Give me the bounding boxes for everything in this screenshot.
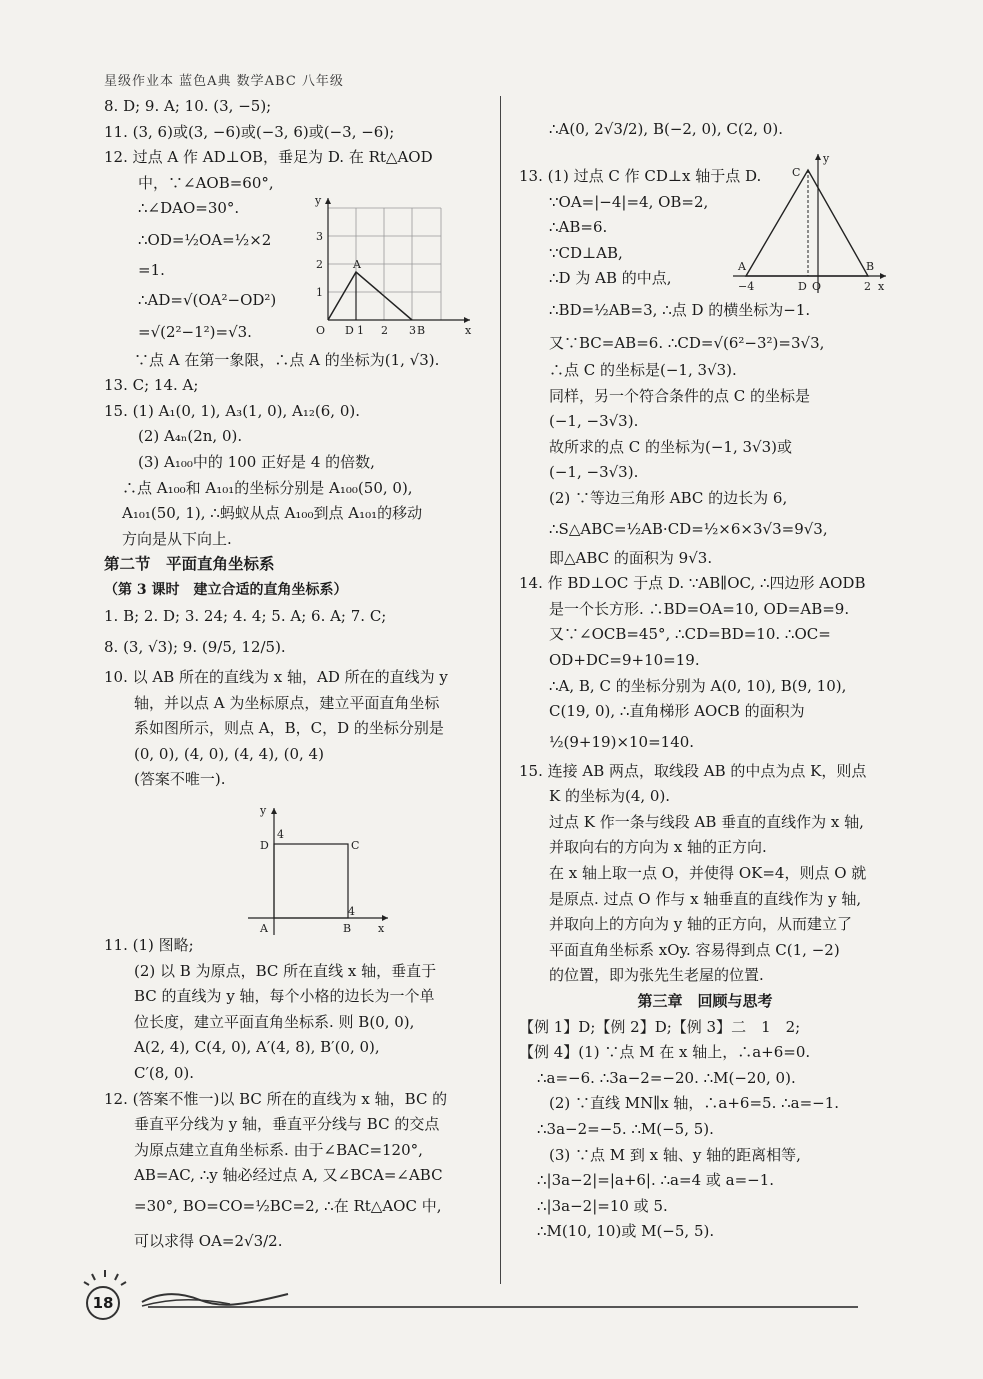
answer-line: 是一个长方形. ∴BD=OA=10, OD=AB=9. xyxy=(549,599,850,618)
answer-line: 14. 作 BD⊥OC 于点 D. ∵AB∥OC, ∴四边形 AODB xyxy=(519,574,866,593)
point-label: B xyxy=(417,324,426,337)
point-label: C xyxy=(351,839,360,852)
answer-line: 1. B; 2. D; 3. 24; 4. 4; 5. A; 6. A; 7. C; xyxy=(104,606,387,625)
axis-label: y xyxy=(315,194,322,207)
answer-line: 平面直角坐标系 xOy. 容易得到点 C(1, −2) xyxy=(549,940,840,959)
answer-line: 【例 4】(1) ∵点 M 在 x 轴上，∴a+6=0. xyxy=(519,1043,811,1062)
tick-label: 1 xyxy=(357,324,364,337)
answer-line: 过点 K 作一条与线段 AB 垂直的直线作为 x 轴, xyxy=(549,812,864,831)
tick-label: 4 xyxy=(277,828,284,841)
answer-line: ∴OD=½OA=½×2 xyxy=(138,230,272,249)
answer-line: 12. (答案不惟一)以 BC 所在的直线为 x 轴，BC 的 xyxy=(104,1089,448,1108)
answer-line: ∴A(0, 2√3/2), B(−2, 0), C(2, 0). xyxy=(549,120,783,138)
answer-line: ∴∠DAO=30°. xyxy=(138,199,240,218)
answer-line: C(19, 0), ∴直角梯形 AOCB 的面积为 xyxy=(549,702,805,721)
answer-line: 方向是从下向上. xyxy=(122,529,232,548)
axis-label: x xyxy=(465,324,472,337)
point-label: B xyxy=(343,922,352,935)
answer-line: 是原点. 过点 O 作与 x 轴垂直的直线作为 y 轴, xyxy=(549,889,862,908)
answer-line: ∴AD=√(OA²−OD²) xyxy=(138,290,277,309)
answer-line: AB=AC, ∴y 轴必经过点 A, 又∠BCA=∠ABC xyxy=(134,1166,443,1185)
section-title: 第二节 平面直角坐标系 xyxy=(104,555,275,574)
answer-line: 的位置，即为张先生老屋的位置. xyxy=(549,966,764,985)
answer-line: 故所求的点 C 的坐标为(−1, 3√3)或 xyxy=(549,437,793,456)
answer-line: 同样，另一个符合条件的点 C 的坐标是 xyxy=(549,386,811,405)
answer-line: (2) A₄ₙ(2n, 0). xyxy=(138,427,243,446)
wave-decoration xyxy=(140,1290,290,1308)
answer-line: ∵点 A 在第一象限，∴点 A 的坐标为(1, √3). xyxy=(134,350,440,369)
figure-grid-triangle xyxy=(305,190,485,340)
answer-line: ∴D 为 AB 的中点, xyxy=(549,269,672,288)
answer-line: 轴，并以点 A 为坐标原点，建立平面直角坐标 xyxy=(134,693,440,712)
answer-line: (−1, −3√3). xyxy=(549,412,639,431)
axis-label: y xyxy=(823,152,830,165)
answer-line: 并取向上的方向为 y 轴的正方向，从而建立了 xyxy=(549,915,853,934)
answer-line: =1. xyxy=(138,260,165,279)
answer-line: 位长度，建立平面直角坐标系. 则 B(0, 0), xyxy=(134,1012,415,1031)
answer-line: ∴3a−2=−5. ∴M(−5, 5). xyxy=(537,1120,714,1138)
answer-line: (答案不唯一). xyxy=(134,770,226,789)
axis-label: y xyxy=(260,804,267,817)
answer-line: 15. (1) A₁(0, 1), A₃(1, 0), A₁₂(6, 0). xyxy=(104,401,361,420)
answer-line: 又∵∠OCB=45°, ∴CD=BD=10. ∴OC= xyxy=(549,625,831,644)
figure-triangle-abc xyxy=(728,148,888,298)
answer-line: 中，∵∠AOB=60°, xyxy=(138,173,274,192)
answer-line: ∴a=−6. ∴3a−2=−20. ∴M(−20, 0). xyxy=(537,1068,796,1087)
point-label: C xyxy=(792,166,801,179)
answer-line: 13. C; 14. A; xyxy=(104,376,199,395)
answer-line: BC 的直线为 y 轴，每个小格的边长为一个单 xyxy=(134,987,435,1006)
answer-line: ∴点 A₁₀₀和 A₁₀₁的坐标分别是 A₁₀₀(50, 0), xyxy=(122,478,413,497)
tick-label: 2 xyxy=(381,324,388,337)
answer-line: ∴|3a−2|=|a+6|. ∴a=4 或 a=−1. xyxy=(537,1171,775,1190)
answer-line: 11. (1) 图略; xyxy=(104,936,194,955)
answer-line: 为原点建立直角坐标系. 由于∠BAC=120°, xyxy=(134,1140,423,1159)
book-header: 星级作业本 蓝色A典 数学ABC 八年级 xyxy=(104,74,344,89)
tick-label: −4 xyxy=(738,280,755,293)
answer-line: ∴点 C 的坐标是(−1, 3√3). xyxy=(549,360,737,379)
tick-label: 2 xyxy=(316,258,323,271)
tick-label: 3 xyxy=(316,230,323,243)
column-divider xyxy=(500,96,501,1284)
answer-line: ∴|3a−2|=10 或 5. xyxy=(537,1196,668,1215)
answer-line: ∵CD⊥AB, xyxy=(549,243,623,262)
point-label: D xyxy=(260,839,269,852)
answer-line: A(2, 4), C(4, 0), A′(4, 8), B′(0, 0), xyxy=(134,1038,380,1057)
answer-line: ∴BD=½AB=3, ∴点 D 的横坐标为−1. xyxy=(549,300,811,319)
point-label: B xyxy=(866,260,875,273)
figure-square-abcd xyxy=(248,800,398,940)
tick-label: 3 xyxy=(409,324,416,337)
answer-line: 10. 以 AB 所在的直线为 x 轴，AD 所在的直线为 y xyxy=(104,668,448,687)
answer-line: 15. 连接 AB 两点，取线段 AB 的中点为点 K，则点 xyxy=(519,761,867,780)
chapter-title: 第三章 回顾与思考 xyxy=(637,992,773,1011)
page-number: 18 xyxy=(86,1286,120,1320)
answer-line: ∵OA=|−4|=4, OB=2, xyxy=(549,192,709,211)
answer-line: ∴A, B, C 的坐标分别为 A(0, 10), B(9, 10), xyxy=(549,676,847,695)
answer-line: ½(9+19)×10=140. xyxy=(549,732,695,751)
answer-line: 系如图所示，则点 A，B，C，D 的坐标分别是 xyxy=(134,719,444,738)
answer-line: 8. (3, √3); 9. (9/5, 12/5). xyxy=(104,638,286,657)
point-label: D xyxy=(345,324,354,337)
answer-line: (2) ∵直线 MN∥x 轴，∴a+6=5. ∴a=−1. xyxy=(549,1094,840,1113)
answer-line: =30°, BO=CO=½BC=2, ∴在 Rt△AOC 中, xyxy=(134,1197,442,1215)
tick-label: 4 xyxy=(348,905,355,918)
point-label: A xyxy=(260,922,268,935)
answer-line: 【例 1】D;【例 2】D;【例 3】二 1 2; xyxy=(519,1017,801,1036)
point-label: O xyxy=(316,324,326,337)
point-label: A xyxy=(738,260,746,273)
answer-line: 11. (3, 6)或(3, −6)或(−3, 6)或(−3, −6); xyxy=(104,122,395,141)
answer-line: 8. D; 9. A; 10. (3, −5); xyxy=(104,97,272,115)
point-label: A xyxy=(353,258,361,271)
answer-line: (2) ∵等边三角形 ABC 的边长为 6, xyxy=(549,488,788,507)
answer-line: OD+DC=9+10=19. xyxy=(549,650,700,669)
axis-label: x xyxy=(378,922,385,935)
axis-label: x xyxy=(878,280,885,293)
answer-line: ∴M(10, 10)或 M(−5, 5). xyxy=(537,1222,715,1241)
tick-label: 1 xyxy=(316,286,323,299)
answer-line: 又∵BC=AB=6. ∴CD=√(6²−3²)=3√3, xyxy=(549,333,825,352)
answer-line: (3) ∵点 M 到 x 轴、y 轴的距离相等, xyxy=(549,1145,801,1164)
tick-label: 2 xyxy=(864,280,871,293)
answer-line: 即△ABC 的面积为 9√3. xyxy=(549,548,713,567)
answer-line: 12. 过点 A 作 AD⊥OB，垂足为 D. 在 Rt△AOD xyxy=(104,148,433,167)
answer-line: K 的坐标为(4, 0). xyxy=(549,787,671,806)
answer-line: (−1, −3√3). xyxy=(549,463,639,482)
answer-line: 13. (1) 过点 C 作 CD⊥x 轴于点 D. xyxy=(519,167,762,185)
point-label: O xyxy=(812,280,822,293)
answer-line: 可以求得 OA=2√3/2. xyxy=(134,1232,283,1250)
answer-line: (0, 0), (4, 0), (4, 4), (0, 4) xyxy=(134,744,324,763)
answer-line: (2) 以 B 为原点，BC 所在直线 x 轴，垂直于 xyxy=(134,961,437,980)
answer-line: ∴AB=6. xyxy=(549,218,608,237)
answer-line: A₁₀₁(50, 1), ∴蚂蚁从点 A₁₀₀到点 A₁₀₁的移动 xyxy=(122,504,423,523)
answer-line: C′(8, 0). xyxy=(134,1064,194,1083)
answer-line: 垂直平分线为 y 轴，垂直平分线与 BC 的交点 xyxy=(134,1115,440,1134)
answer-line: =√(2²−1²)=√3. xyxy=(138,322,252,341)
answer-line: 并取向右的方向为 x 轴的正方向. xyxy=(549,838,767,857)
lesson-subtitle: （第 3 课时 建立合适的直角坐标系） xyxy=(104,581,348,598)
answer-line: ∴S△ABC=½AB·CD=½×6×3√3=9√3, xyxy=(549,519,828,538)
answer-line: (3) A₁₀₀中的 100 正好是 4 的倍数, xyxy=(138,452,375,471)
point-label: D xyxy=(798,280,807,293)
answer-line: 在 x 轴上取一点 O，并使得 OK=4，则点 O 就 xyxy=(549,864,867,883)
